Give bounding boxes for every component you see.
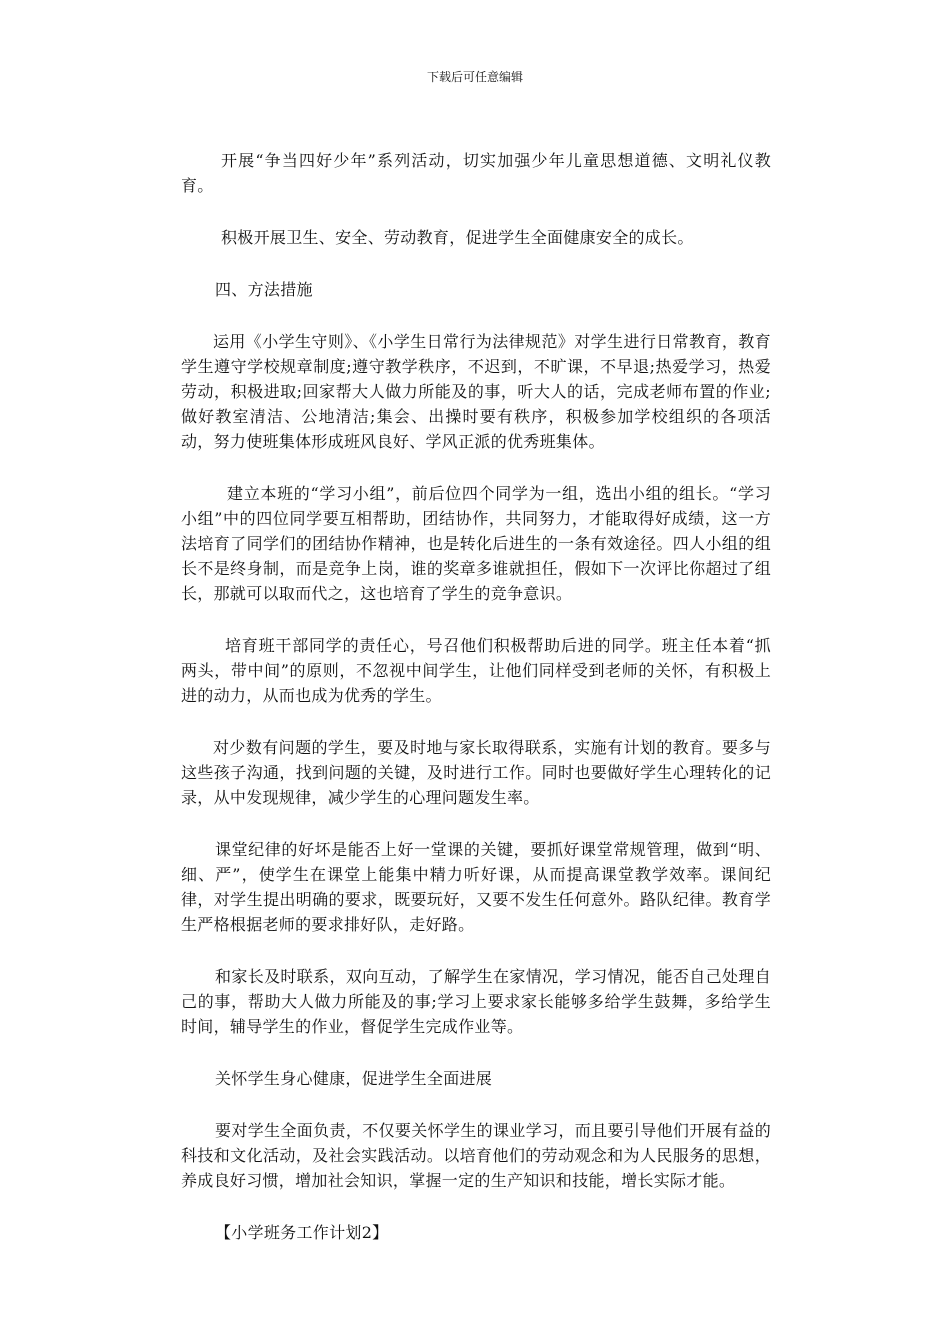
- paragraph: 和家长及时联系，双向互动，了解学生在家情况，学习情况，能否自己处理自己的事，帮助大人做力所能及的事;学习上要求家长能够多给学生鼓舞，多给学生时间，辅导学生的作业，督促学生完成作业等。: [181, 967, 771, 1036]
- paragraph: 积极开展卫生、安全、劳动教育，促进学生全面健康安全的成长。: [221, 228, 694, 247]
- paragraph: 要对学生全面负责，不仅要关怀学生的课业学习，而且要引导他们开展有益的科技和文化活动，及社会实践活动。以培育他们的劳动观念和为人民服务的思想，养成良好习惯，增加社会知识，掌握一定的生产知识和技能，增长实际才能。: [181, 1121, 771, 1190]
- section-heading: 四、方法措施: [215, 280, 313, 299]
- section-heading: 【小学班务工作计划2】: [215, 1223, 389, 1242]
- paragraph: 课堂纪律的好坏是能否上好一堂课的关键，要抓好课堂常规管理，做到“明、细、严”，使学生在课堂上能集中精力听好课，从而提高课堂教学效率。课间纪律，对学生提出明确的要求，既要玩好，又要不发生任何意外。路队纪律。教育学生严格根据老师的要求排好队，走好路。: [181, 840, 771, 934]
- paragraph: 培育班干部同学的责任心，号召他们积极帮助后进的同学。班主任本着“抓两头，带中间”的原则，不忽视中间学生，让他们同样受到老师的关怀，有积极上进的动力，从而也成为优秀的学生。: [181, 636, 771, 705]
- header-note: 下载后可任意编辑: [426, 70, 523, 84]
- paragraph: 对少数有问题的学生，要及时地与家长取得联系，实施有计划的教育。要多与这些孩子沟通，找到问题的关键，及时进行工作。同时也要做好学生心理转化的记录，从中发现规律，减少学生的心理问题发生率。: [181, 738, 771, 807]
- paragraph: 关怀学生身心健康，促进学生全面进展: [215, 1069, 493, 1088]
- paragraph: 建立本班的“学习小组”，前后位四个同学为一组，选出小组的组长。“学习小组”中的四位同学要互相帮助，团结协作，共同努力，才能取得好成绩，这一方法培育了同学们的团结协作精神，也是转化后进生的一条有效途径。四人小组的组长不是终身制，而是竞争上岗，谁的奖章多谁就担任，假如下一次评比你超过了组长，那就可以取而代之，这也培育了学生的竞争意识。: [181, 484, 771, 603]
- paragraph: 运用《小学生守则》、《小学生日常行为法律规范》对学生进行日常教育，教育学生遵守学校规章制度;遵守教学秩序，不迟到，不旷课，不早退;热爱学习，热爱劳动，积极进取;回家帮大人做力所能及的事，听大人的话，完成老师布置的作业;做好教室清洁、公地清洁;集会、出操时要有秩序，积极参加学校组织的各项活动，努力使班集体形成班风良好、学风正派的优秀班集体。: [181, 332, 771, 451]
- document-body: [181, 148, 771, 1272]
- paragraph: 开展“争当四好少年”系列活动，切实加强少年儿童思想道德、文明礼仪教育。: [181, 151, 771, 195]
